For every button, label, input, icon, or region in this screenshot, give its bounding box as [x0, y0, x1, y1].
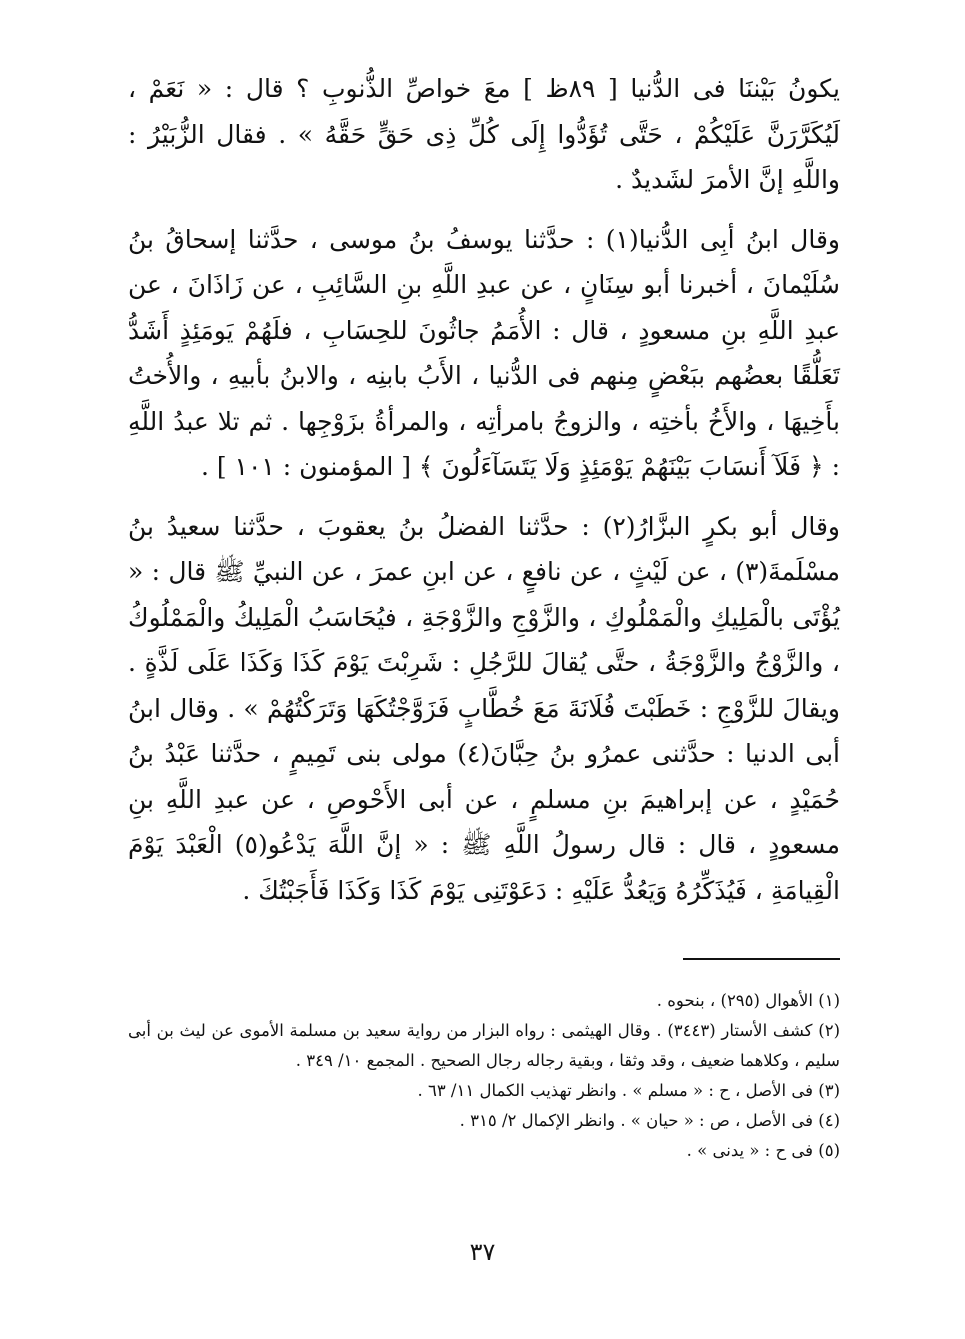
- page-number: ٣٧: [469, 1238, 496, 1266]
- footnote: (٥) فى ح : « يدنى » .: [686, 1141, 840, 1160]
- paragraph: وقال أبو بكرٍ البزَّارُ(٢) : حدَّثنا الفضلُ بنُ يعقوبَ ، حدَّثنا سعيدُ بنُ مسْلَمةَ(٣) ، عن لَيْثٍ ، عن نافعٍ ، عن ابنِ عمرَ ، عن النبيِّ ﷺ قال : « يُؤْتَى بالْمَلِيكِ والْمَمْلُوكِ ، والزَّوْجِ والزَّوْجَةِ ، فيُحَاسَبُ الْمَلِيكُ والْمَمْلُوكُ ، والزَّوْجُ والزَّوْجَةُ ، حتَّى يُقالَ للرَّجُلِ : شَرِبْتَ يَوْمَ كَذَا وَكَذَا عَلَى لَذَّةٍ . ويقالَ للزَّوْجِ : خَطَبْتَ فُلَانَةَ مَعَ خُطَّابٍ فَزَوَّجْتُكَهَا وَتَرَكْتُهُمْ » . وقال ابنُ أبى الدنيا : حدَّثنى عمرُو بنُ حِبَّانَ(٤) مولى بنى تَمِيمٍ ، حدَّثنا عَبْدُ بنُ حُمَيْدٍ ، عن إبراهيمَ بنِ مسلمٍ ، عن أبى الأَحْوصِ ، عن عبدِ اللَّهِ بنِ مسعودٍ ، قال : قال رسولُ اللَّهِ ﷺ : « إنَّ اللَّهَ يَدْعُو(٥) الْعَبْدَ يَوْمَ الْقِيامَةِ ، فَيُذَكِّرُهُ وَيَعُدُّ عَلَيْهِ : دَعَوْتَنِى يَوْمَ كَذَا وَكَذَا فَأَجَبْتُكَ .: [128, 511, 841, 905]
- paragraph: يكونُ بَيْننَا فى الدُّنيا [ ٨٩ظ ] معَ خواصِّ الذُّنوبِ ؟ قال : « نَعَمْ ، لَيُكَرَّرَنَّ عَلَيْكُمْ ، حَتَّى تُؤَدُّوا إِلَى كُلِّ ذِى حَقٍّ حَقَّهُ » . فقال الزُّبَيْرُ : واللَّهِ إنَّ الأمرَ لشَديدٌ .: [128, 74, 840, 194]
- paragraph: وقال ابنُ أبِى الدُّنيا(١) : حدَّثنا يوسفُ بنُ موسى ، حدَّثنا إسحاقُ بنُ سُلَيْمانَ ، أخبرنا أبو سِنَانٍ ، عن عبدِ اللَّهِ بنِ السَّائِبِ ، عن زَاذَانَ ، عن عبدِ اللَّهِ بنِ مسعودٍ ، قال : الأُمَمُ جاثُونَ للحِسَابِ ، فلَهُمْ يَومَئِذٍ أَشَدُّ تَعَلُّقًا بعضُهم ببَعْضٍ مِنهم فى الدُّنيا ، الأَبُ بابنِه ، والابنُ بأبيهِ ، والأُختُ بأَخِيهَا ، والأَخُ بأختِه ، والزوجُ بامرأتِه ، والمرأةُ بزَوْجِها . ثم تلا عبدُ اللَّهِ : ﴿ فَلَآ أَنسَابَ بَيْنَهُمْ يَوْمَئِذٍ وَلَا يَتَسَآءَلُونَ ﴾ [ المؤمنون : ١٠١ ] .: [128, 224, 840, 481]
- footnote: (٣) فى الأصل ، ح : « مسلم » . وانظر تهذيب الكمال ١١/ ٦٣ .: [417, 1081, 840, 1100]
- footnote-separator: [683, 958, 840, 960]
- footnote: (٤) فى الأصل ، ص : « حيان » . وانظر الإكمال ٢/ ٣١٥ .: [459, 1111, 840, 1130]
- footnotes: [128, 986, 840, 1166]
- main-text: [128, 66, 840, 913]
- footnote: (١) الأهوال (٢٩٥) ، بنحوه .: [656, 991, 840, 1010]
- footnote: (٢) كشف الأستار (٣٤٤٣) . وقال الهيثمى : رواه البزار من رواية سعيد بن مسلمة الأموى عن ليث بن أبى سليم ، وكلاهما ضعيف ، وقد وثقا ، وبقية رجاله رجال الصحيح . المجمع ١٠/ ٣٤٩ .: [128, 1021, 841, 1070]
